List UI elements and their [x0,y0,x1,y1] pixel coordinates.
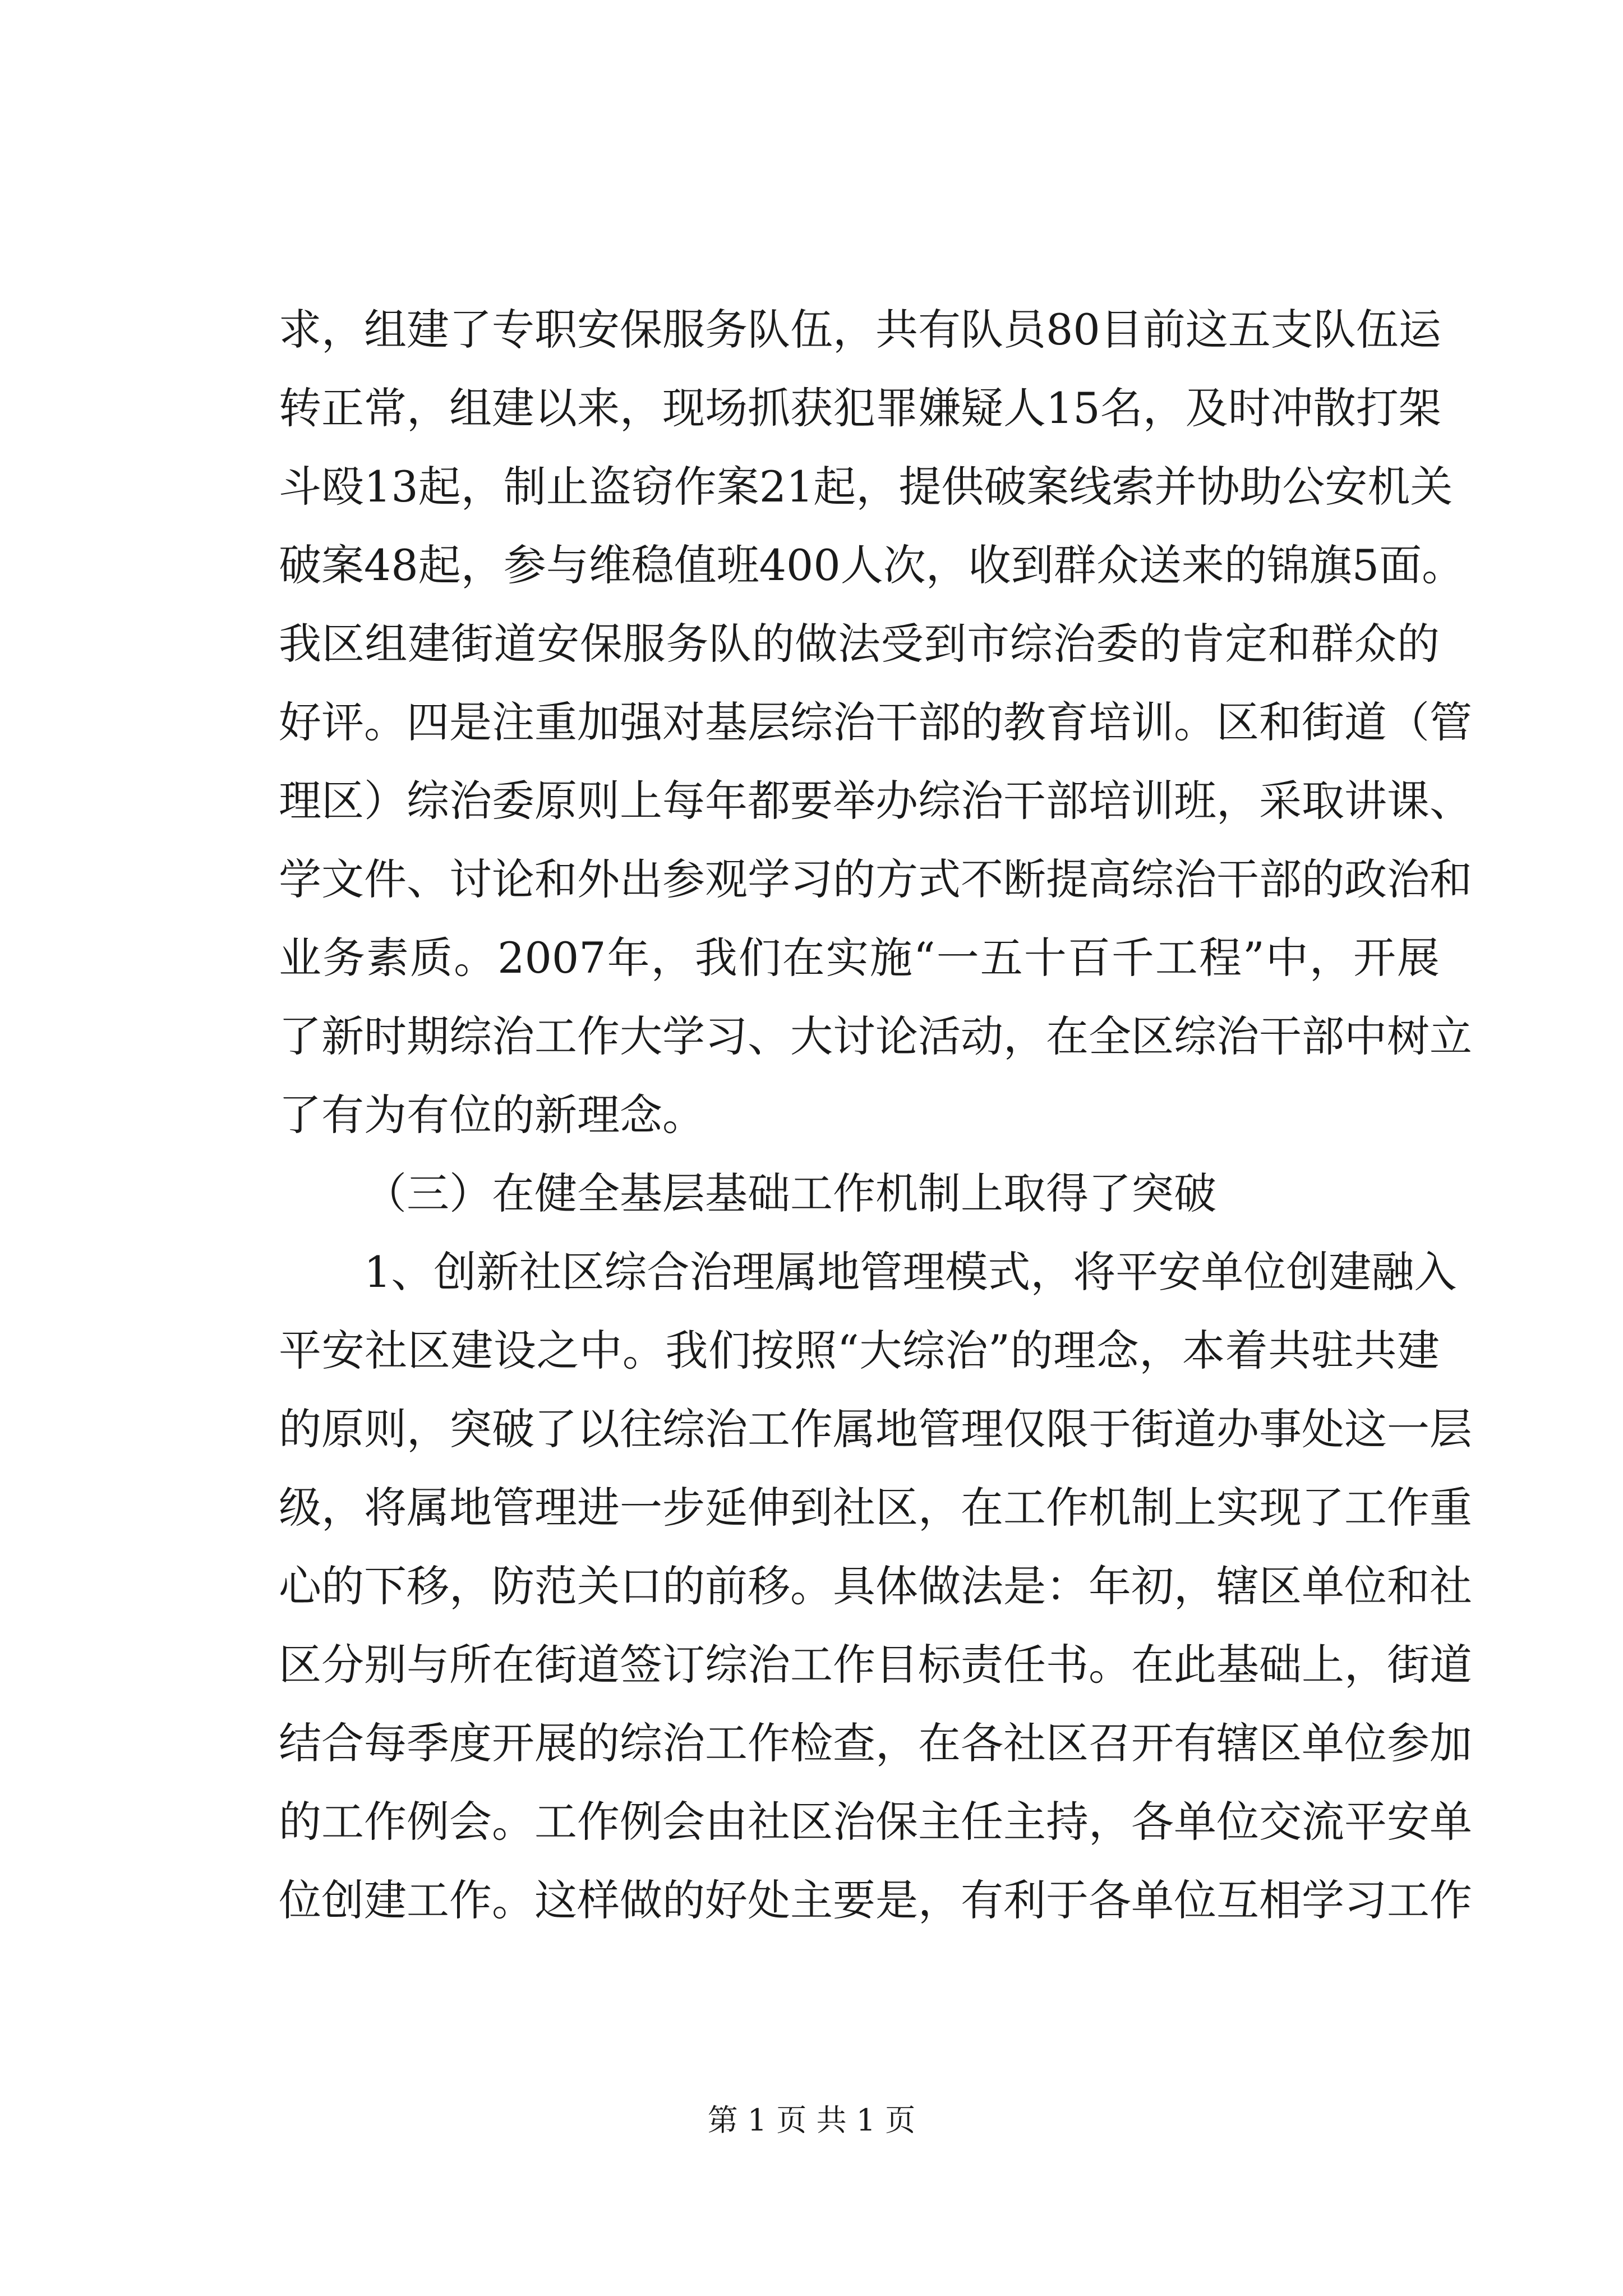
page-number-footer: 第 1 页 共 1 页 [707,2102,916,2138]
text-line: 心的下移，防范关口的前移。具体做法是：年初，辖区单位和社 [279,1561,1472,1611]
text-line: 斗殴13起，制止盗窃作案21起，提供破案线索并协助公安机关 [279,462,1453,512]
text-line: 位创建工作。这样做的好处主要是，有利于各单位互相学习工作 [279,1875,1472,1925]
text-line: 区分别与所在街道签订综治工作目标责任书。在此基础上，街道 [279,1640,1472,1690]
text-line: 业务素质。2007年，我们在实施“一五十百千工程”中，开展 [279,933,1440,983]
document-body [279,291,1472,1940]
text-line: 求，组建了专职安保服务队伍，共有队员80目前这五支队伍运 [279,305,1441,355]
paragraph-first-line: 1、创新社区综合治理属地管理模式，将平安单位创建融入 [364,1247,1457,1297]
text-line: 级，将属地管理进一步延伸到社区，在工作机制上实现了工作重 [279,1483,1472,1533]
text-line: 破案48起，参与维稳值班400人次，收到群众送来的锦旗5面。 [279,540,1465,590]
text-line: 的原则，突破了以往综治工作属地管理仅限于街道办事处这一层 [279,1404,1472,1454]
text-line: 理区）综治委原则上每年都要举办综治干部培训班，采取讲课、 [279,776,1472,826]
section-heading: （三）在健全基层基础工作机制上取得了突破 [364,1168,1216,1218]
text-line: 我区组建街道安保服务队的做法受到市综治委的肯定和群众的 [279,619,1440,669]
text-line: 学文件、讨论和外出参观学习的方式不断提高综治干部的政治和 [279,854,1472,904]
text-line: 结合每季度开展的综治工作检查，在各社区召开有辖区单位参加 [279,1718,1472,1768]
text-line: 了有为有位的新理念。 [279,1090,705,1140]
text-line: 好评。四是注重加强对基层综治干部的教育培训。区和街道（管 [279,697,1472,747]
text-line: 的工作例会。工作例会由社区治保主任主持，各单位交流平安单 [279,1797,1472,1847]
text-line: 转正常，组建以来，现场抓获犯罪嫌疑人15名，及时冲散打架 [279,383,1441,433]
text-line: 了新时期综治工作大学习、大讨论活动，在全区综治干部中树立 [279,1011,1472,1061]
text-line: 平安社区建设之中。我们按照“大综治”的理念，本着共驻共建 [279,1326,1440,1375]
